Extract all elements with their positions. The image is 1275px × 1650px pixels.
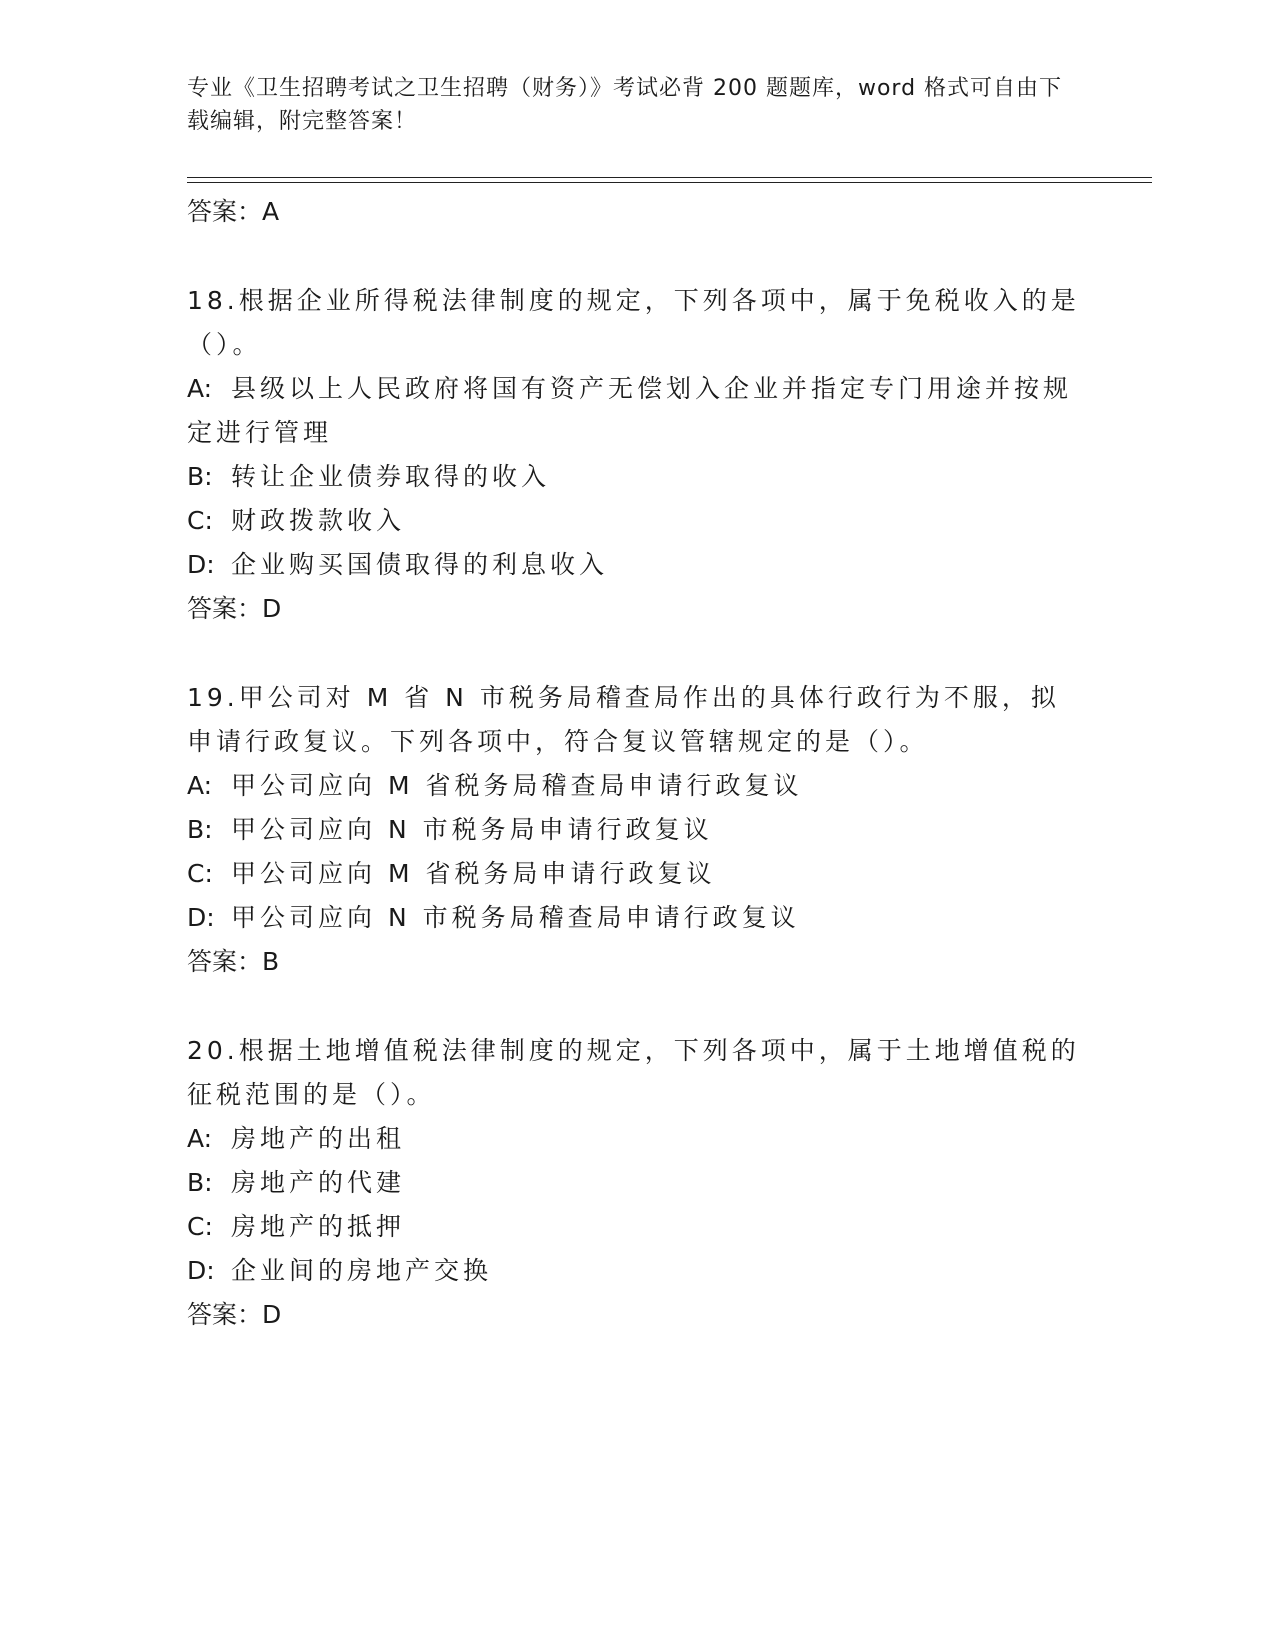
option-text: 甲公司应向 M 省税务局稽查局申请行政复议: [231, 771, 803, 800]
option-a: [187, 764, 1087, 808]
option-text: 县级以上人民政府将国有资产无偿划入企业并指定专门用途并按规定进行管理: [187, 374, 1073, 447]
answer-line: 答案：A: [187, 197, 280, 226]
question-20: [187, 1029, 1087, 1337]
option-text: 房地产的代建: [231, 1168, 406, 1197]
question-19: [187, 676, 1087, 984]
option-text: 甲公司应向 N 市税务局稽查局申请行政复议: [231, 903, 800, 932]
question-18: [187, 279, 1087, 631]
option-label: C:: [187, 1212, 213, 1241]
document-content: [187, 190, 1087, 1337]
option-text: 企业间的房地产交换: [231, 1256, 493, 1285]
option-label: B:: [187, 462, 213, 491]
option-label: D:: [187, 550, 215, 579]
option-text: 房地产的出租: [231, 1124, 406, 1153]
header-divider-top: [187, 177, 1152, 178]
answer-line: 答案：D: [187, 1300, 282, 1329]
option-text: 房地产的抵押: [231, 1212, 406, 1241]
option-label: A:: [187, 771, 213, 800]
option-d: [187, 1249, 1087, 1293]
option-text: 转让企业债券取得的收入: [231, 462, 551, 491]
option-d: [187, 543, 1087, 587]
option-label: D:: [187, 1256, 215, 1285]
option-label: A:: [187, 374, 213, 403]
option-text: 财政拨款收入: [231, 506, 406, 535]
question-stem: 18.根据企业所得税法律制度的规定，下列各项中，属于免税收入的是（）。: [187, 286, 1080, 359]
option-b: [187, 1161, 1087, 1205]
option-label: D:: [187, 903, 215, 932]
option-d: [187, 896, 1087, 940]
option-a: [187, 1117, 1087, 1161]
option-label: C:: [187, 859, 213, 888]
answer-line: 答案：B: [187, 947, 280, 976]
option-label: A:: [187, 1124, 213, 1153]
question-stem: 20.根据土地增值税法律制度的规定，下列各项中，属于土地增值税的征税范围的是（）。: [187, 1036, 1080, 1109]
option-label: B:: [187, 1168, 213, 1197]
option-text: 甲公司应向 N 市税务局申请行政复议: [231, 815, 713, 844]
option-b: [187, 808, 1087, 852]
option-b: [187, 455, 1087, 499]
answer-line: 答案：D: [187, 594, 282, 623]
option-c: [187, 852, 1087, 896]
header-divider-bottom: [187, 182, 1152, 183]
option-c: [187, 499, 1087, 543]
option-text: 甲公司应向 M 省税务局申请行政复议: [231, 859, 716, 888]
option-text: 企业购买国债取得的利息收入: [231, 550, 609, 579]
option-label: B:: [187, 815, 213, 844]
document-header: 专业《卫生招聘考试之卫生招聘（财务）》考试必背 200 题题库，word 格式可自由下载编辑，附完整答案！: [187, 76, 1063, 134]
question-stem: 19.甲公司对 M 省 N 市税务局稽查局作出的具体行政行为不服，拟申请行政复议。下列各项中，符合复议管辖规定的是（）。: [187, 683, 1060, 756]
option-c: [187, 1205, 1087, 1249]
option-a: [187, 367, 1087, 455]
option-label: C:: [187, 506, 213, 535]
